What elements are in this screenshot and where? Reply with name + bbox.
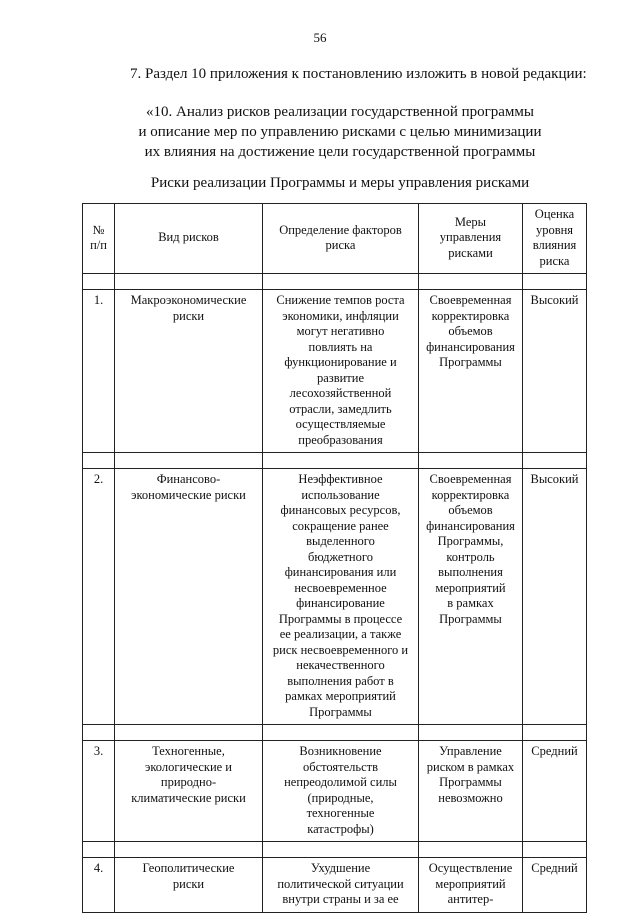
cell-risk-level: Средний [523,741,587,842]
table-row [83,741,587,842]
table-row [83,290,587,453]
table-header-row [83,204,587,274]
page-number: 56 [313,30,327,45]
header-risk-factors: Определение факторов риска [263,204,419,274]
section-heading [60,102,620,162]
section-heading-line: и описание мер по управлению рисками с целью минимизации [138,124,542,140]
table-spacer-row [83,725,587,741]
cell-risk-type: Техногенные, экологические и природно- климатические риски [115,741,263,842]
cell-risk-level: Средний [523,858,587,913]
section-heading-line: их влияния на достижение цели государственной программы [144,144,536,160]
cell-risk-measures: Своевременная корректировка объемов финансирования Программы [419,290,523,453]
header-number: № п/п [83,204,115,274]
cell-risk-type: Макроэкономические риски [115,290,263,453]
cell-risk-factors: Возникновение обстоятельств непреодолимой силы (природные, техногенные катастрофы) [263,741,419,842]
cell-number: 3. [83,741,115,842]
intro-paragraph: 7. Раздел 10 приложения к постановлению изложить в новой редакции: [130,66,587,82]
cell-number: 2. [83,469,115,725]
table-spacer-row [83,453,587,469]
cell-risk-type: Геополитические риски [115,858,263,913]
cell-number: 4. [83,858,115,913]
header-risk-level: Оценка уровня влияния риска [523,204,587,274]
cell-risk-type: Финансово- экономические риски [115,469,263,725]
cell-risk-measures: Управление риском в рамках Программы невозможно [419,741,523,842]
header-risk-measures: Меры управления рисками [419,204,523,274]
table-row [83,858,587,913]
table-spacer-row [83,274,587,290]
cell-risk-factors: Ухудшение политической ситуации внутри страны и за ее [263,858,419,913]
table-spacer-row [83,842,587,858]
cell-risk-measures: Своевременная корректировка объемов финансирования Программы, контроль выполнения мероприятий в рамках Программы [419,469,523,725]
table-title: Риски реализации Программы и меры управления рисками [150,175,530,191]
cell-risk-factors: Неэффективное использование финансовых ресурсов, сокращение ранее выделенного бюджетного финансирования или несвоевременное финансирование Программы в процессе ее реализации, а также риск несвоевременного и некачественного выполнения работ в рамках мероприятий Программы [263,469,419,725]
cell-risk-measures: Осуществление мероприятий антитер- [419,858,523,913]
table-row [83,469,587,725]
section-heading-line: «10. Анализ рисков реализации государственной программы [146,104,534,120]
cell-risk-level: Высокий [523,290,587,453]
cell-number: 1. [83,290,115,453]
risk-table [82,203,587,913]
header-risk-type: Вид рисков [115,204,263,274]
cell-risk-factors: Снижение темпов роста экономики, инфляции могут негативно повлиять на функционирование и развитие лесохозяйственной отрасли, замедлить осуществляемые преобразования [263,290,419,453]
cell-risk-level: Высокий [523,469,587,725]
